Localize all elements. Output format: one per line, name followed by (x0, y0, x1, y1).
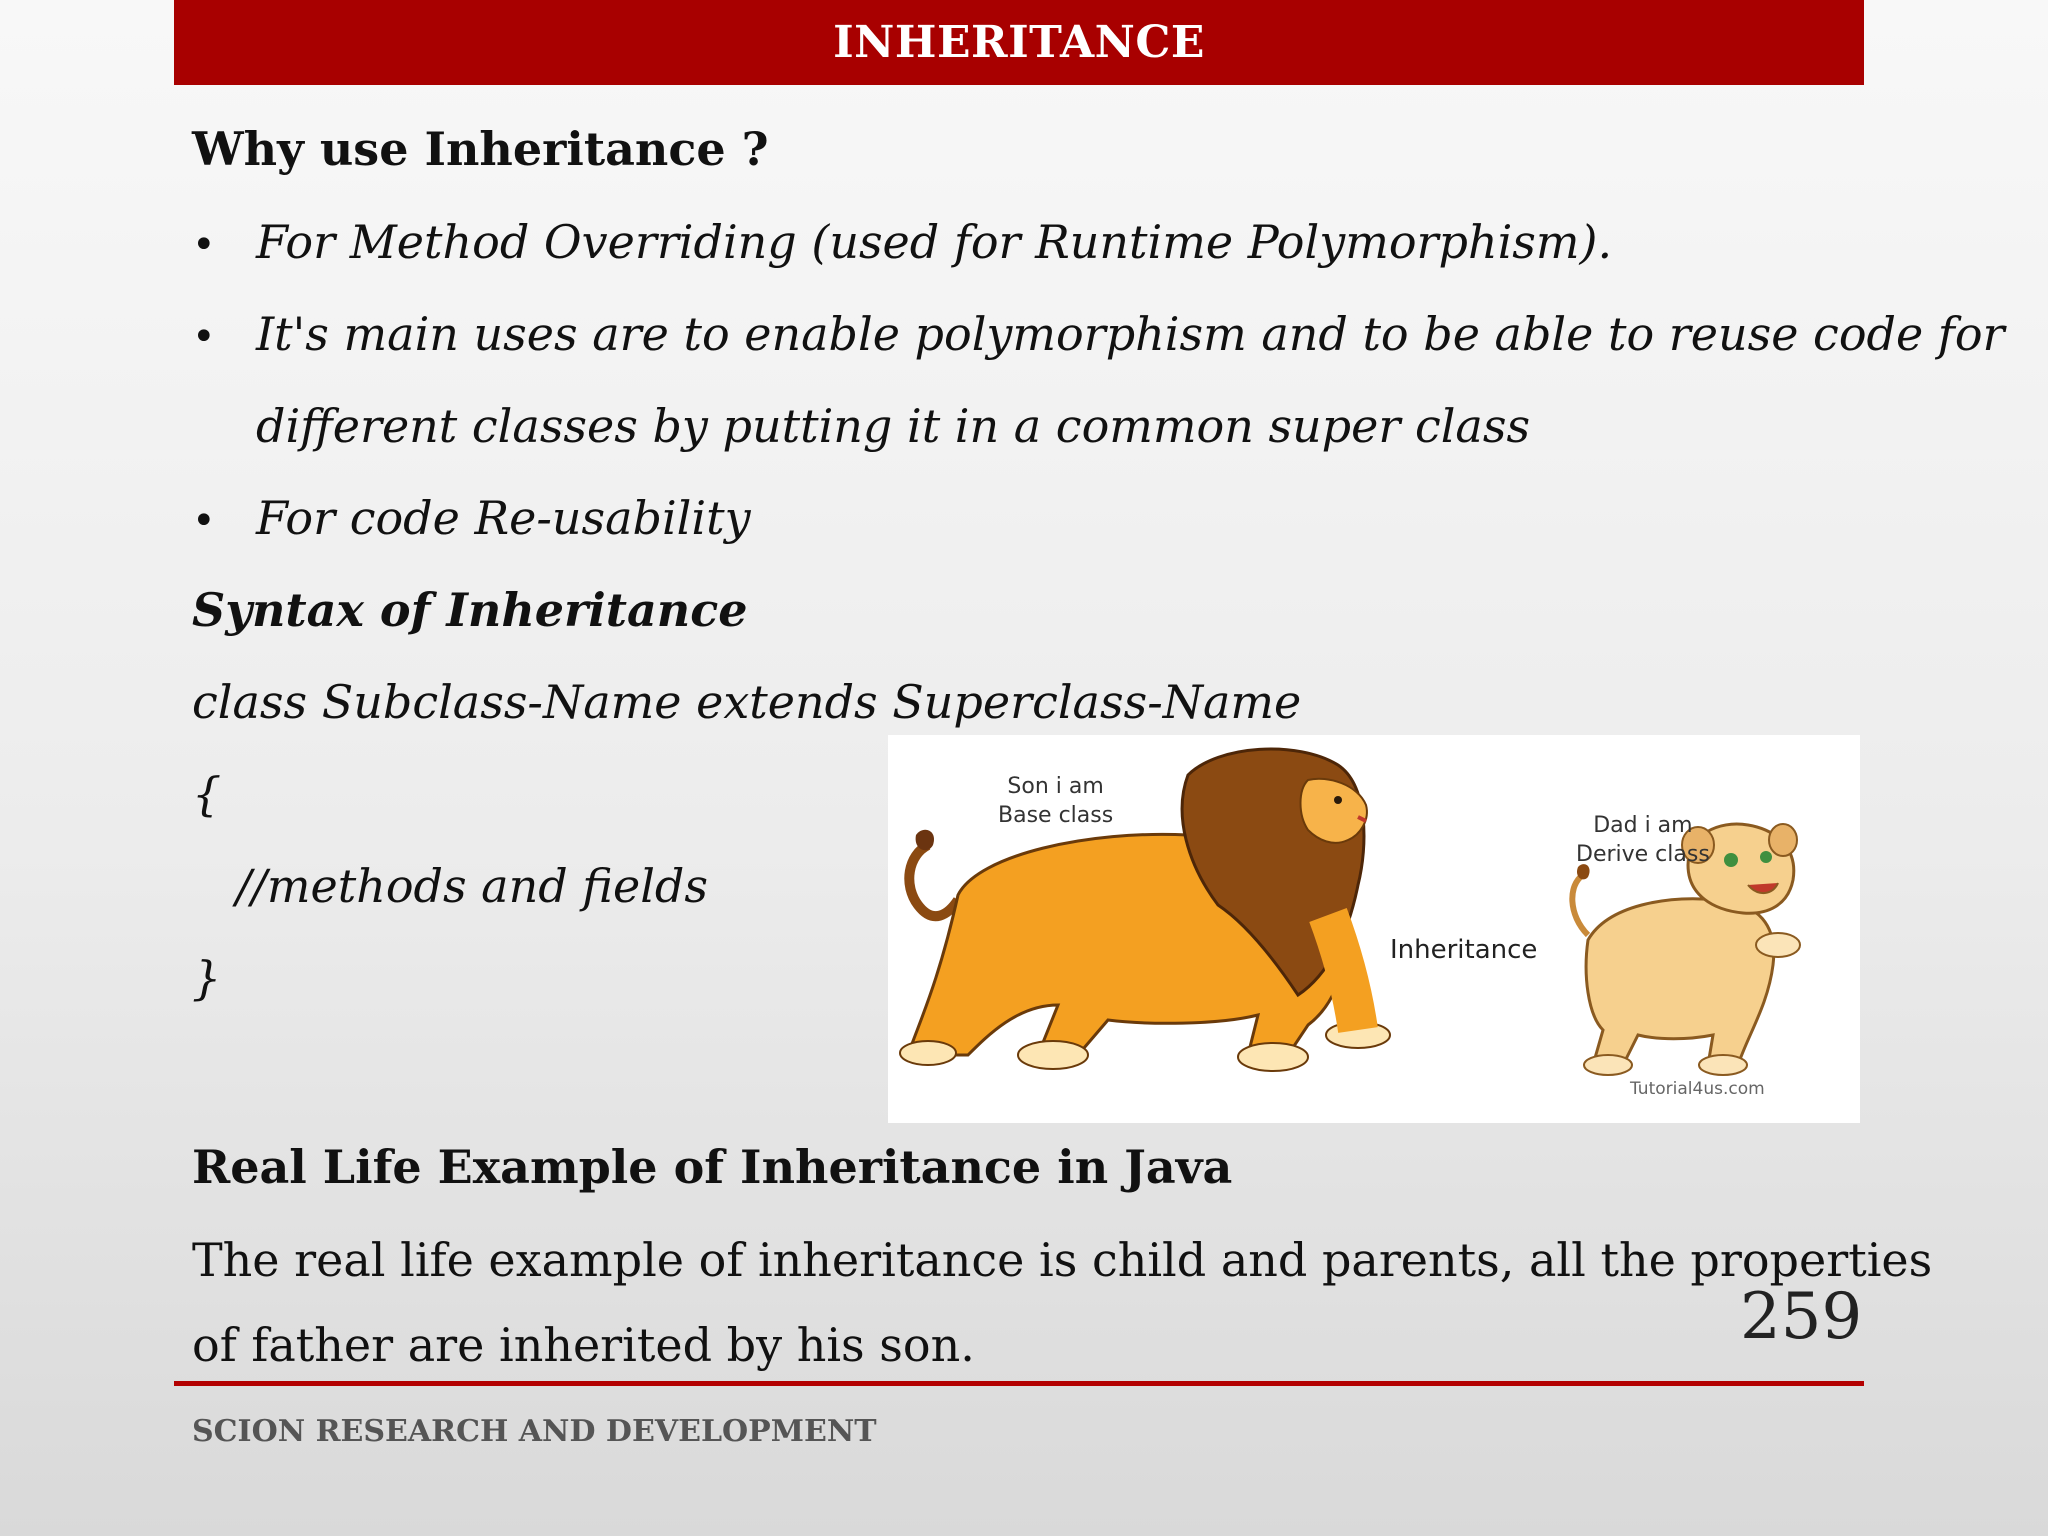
adult-lion (900, 749, 1390, 1071)
bullet-dot-1: • (192, 222, 216, 268)
example-line-1: The real life example of inheritance is child and parents, all the properties (192, 1233, 1933, 1287)
bullet-text-1: For Method Overriding (used for Runtime Polymorphism). (256, 215, 1613, 269)
inheritance-illustration (888, 735, 1860, 1123)
syntax-line-2: { (192, 767, 222, 821)
footer-text: SCION RESEARCH AND DEVELOPMENT (192, 1414, 877, 1449)
syntax-line-3: //methods and fields (192, 859, 708, 913)
example-heading: Real Life Example of Inheritance in Java (192, 1140, 1233, 1194)
why-heading: Why use Inheritance ? (192, 122, 769, 176)
watermark: Tutorial4us.com (1630, 1079, 1765, 1099)
son-caption-line-1: Son i am (1007, 774, 1104, 799)
son-caption-line-2: Base class (998, 802, 1114, 828)
footer-divider (174, 1381, 1864, 1386)
bullet-text-2-cont: different classes by putting it in a common super class (256, 399, 1531, 453)
syntax-line-4: } (192, 951, 222, 1005)
syntax-heading: Syntax of Inheritance (192, 583, 748, 637)
bullet-text-2: It's main uses are to enable polymorphism and to be able to reuse code for (256, 307, 2005, 361)
bullet-text-3: For code Re-usability (256, 491, 751, 545)
bullet-dot-3: • (192, 498, 216, 544)
example-line-2: of father are inherited by his son. (192, 1318, 975, 1372)
dad-caption-line-1: Dad i am (1593, 813, 1693, 838)
dad-caption-line-2: Derive class (1576, 841, 1710, 867)
son-caption (998, 773, 1113, 830)
bullet-dot-2: • (192, 314, 216, 360)
title-bar (174, 0, 1864, 85)
syntax-line-1: class Subclass-Name extends Superclass-Name (192, 675, 1302, 729)
dad-caption (1576, 812, 1710, 869)
inheritance-label: Inheritance (1390, 935, 1538, 965)
page-number: 259 (1740, 1280, 1863, 1354)
slide-title: INHERITANCE (833, 17, 1205, 68)
